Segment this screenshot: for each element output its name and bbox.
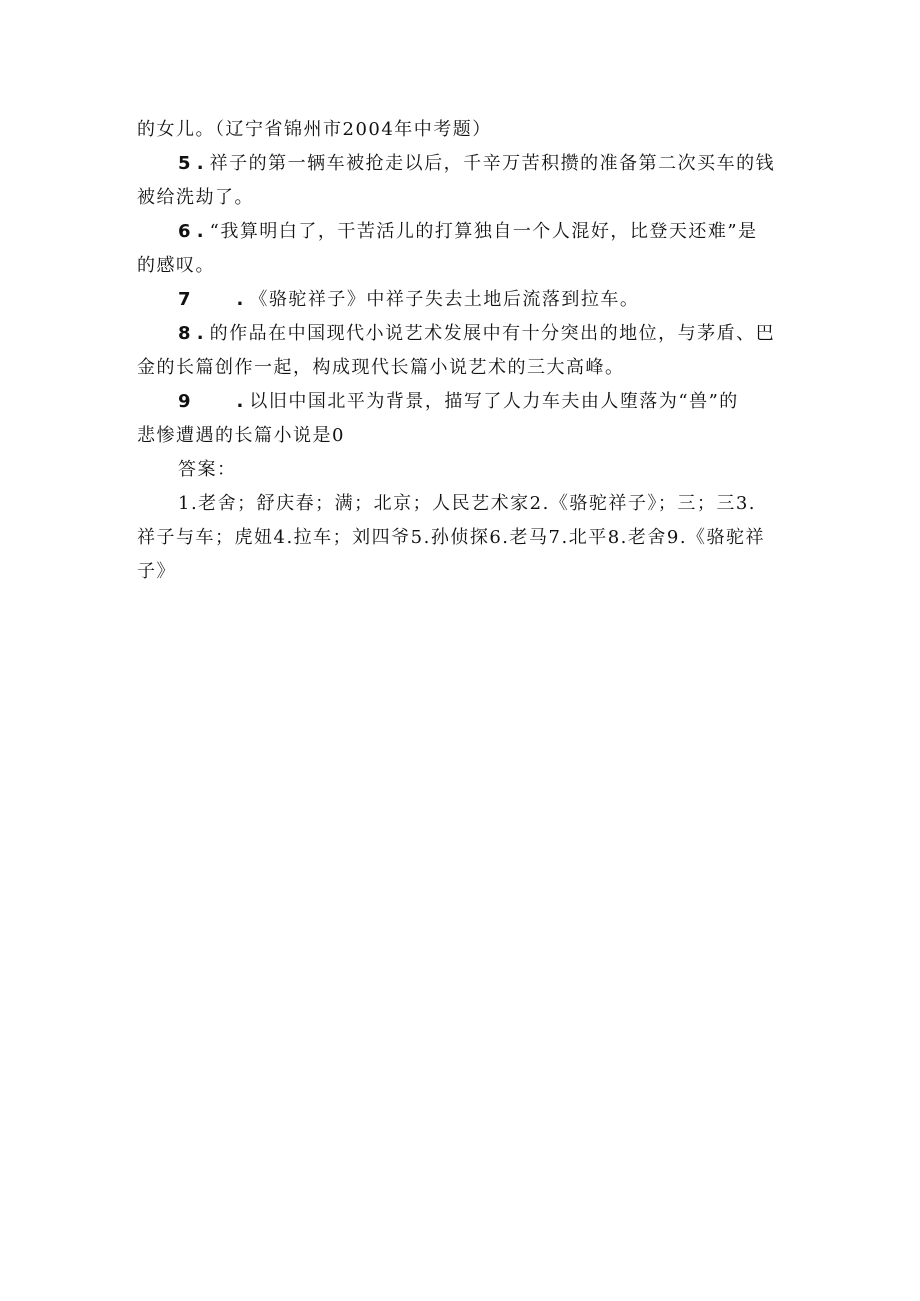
question-8-cont bbox=[137, 357, 625, 379]
question-8 bbox=[178, 323, 775, 345]
question-dot: . bbox=[236, 391, 244, 412]
question-text: 《骆驼祥子》中祥子失去土地后流落到拉车。 bbox=[249, 289, 640, 310]
question-6 bbox=[178, 221, 758, 243]
question-5-cont bbox=[137, 187, 254, 209]
question-number: 5 . bbox=[178, 153, 204, 174]
question-text: 祥子的第一辆车被抢走以后，千辛万苦积攒的准备第二次买车的钱 bbox=[209, 153, 776, 174]
question-number: 6 . bbox=[178, 221, 204, 242]
line-text: 悲惨遭遇的长篇小说是0 bbox=[137, 425, 345, 446]
text-line-1 bbox=[137, 119, 492, 141]
line-text: 被给洗劫了。 bbox=[137, 187, 254, 208]
line-text: 金的长篇创作一起，构成现代长篇小说艺术的三大高峰。 bbox=[137, 357, 625, 378]
answer-heading-text: 答案： bbox=[178, 459, 237, 480]
question-6-cont bbox=[137, 255, 215, 277]
question-number: 8 . bbox=[178, 323, 204, 344]
question-5 bbox=[178, 153, 775, 175]
question-text: 的作品在中国现代小说艺术发展中有十分突出的地位，与茅盾、巴 bbox=[209, 323, 776, 344]
question-text: 以旧中国北平为背景，描写了人力车夫由人堕落为“兽”的 bbox=[249, 391, 739, 412]
answer-text: 子》 bbox=[137, 561, 176, 582]
question-text: “我算明白了，干苦活儿的打算独自一个人混好，比登天还难”是 bbox=[209, 221, 758, 242]
line-text: 的女儿。（辽宁省锦州市2004年中考题） bbox=[137, 119, 492, 140]
question-number: 9 bbox=[178, 391, 191, 412]
answer-text: 祥子与车；虎妞4.拉车；刘四爷5.孙侦探6.老马7.北平8.老舍9.《骆驼祥 bbox=[137, 527, 766, 548]
question-7 bbox=[178, 289, 639, 311]
question-dot: . bbox=[236, 289, 244, 310]
question-9 bbox=[178, 391, 739, 413]
answer-heading bbox=[178, 459, 237, 481]
question-9-cont bbox=[137, 425, 345, 447]
line-text: 的感叹。 bbox=[137, 255, 215, 276]
answer-text: 1.老舍；舒庆春；满；北京；人民艺术家2.《骆驼祥子》；三；三3. bbox=[178, 493, 757, 514]
answer-line-2 bbox=[137, 527, 765, 549]
answer-line-3 bbox=[137, 561, 176, 583]
answer-line-1 bbox=[178, 493, 756, 515]
question-number: 7 bbox=[178, 289, 191, 310]
